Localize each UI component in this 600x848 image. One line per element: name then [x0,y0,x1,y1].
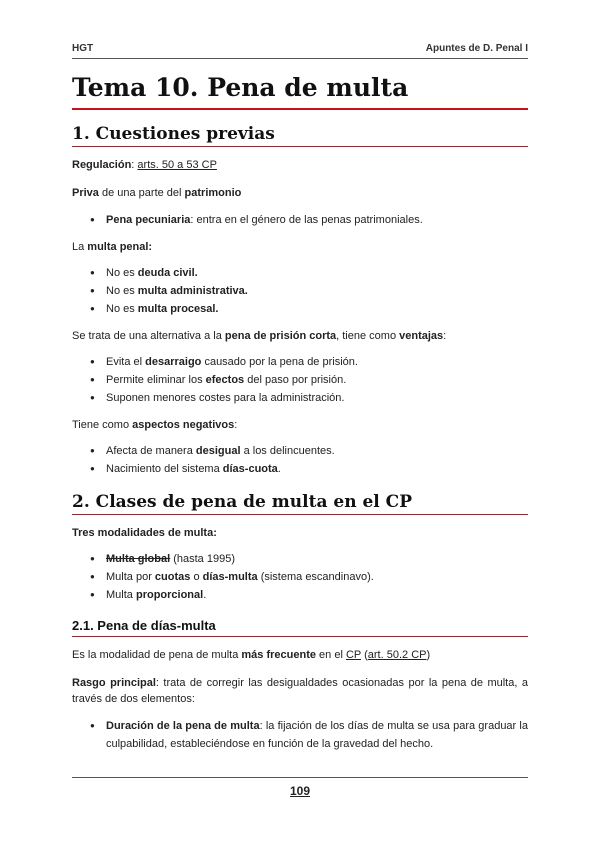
item-bold: multa administrativa. [137,285,248,297]
item-text: (sistema escandinavo). [257,571,374,583]
item-text: causado por la pena de prisión. [201,356,358,368]
item-text: Permite eliminar los [106,374,206,386]
page-header [72,34,528,59]
multa-bold: multa penal: [87,241,153,253]
rasgo-text: : trata de corregir las desigualdades ocasionadas por la pena de multa, a través de dos elementos: [72,677,528,705]
item-text: Afecta de manera [106,445,196,457]
multa-text: La [72,241,88,253]
item-bold: deuda civil. [137,267,198,279]
header-right: Apuntes de D. Penal I [425,43,528,54]
list-item [90,717,528,753]
alt-bold-1: pena de prisión corta [224,330,337,342]
page-number: 109 [289,784,311,798]
footer-divider [72,777,528,778]
pecuniaria-bold: Pena pecuniaria [106,214,191,226]
item-bold: desigual [195,445,241,457]
section-2-1-heading: 2.1. Pena de días-multa [72,616,528,637]
list-item [90,264,528,282]
item-bold: efectos [205,374,245,386]
list-item [90,389,528,407]
alt-text-1: Se trata de una alternativa a la [72,330,225,342]
patrimonio-bold: patrimonio [184,187,242,199]
pecuniaria-list [72,211,528,229]
ventajas-list [72,353,528,407]
list-item [90,550,528,568]
neg-text-2: : [234,419,238,431]
alternativa-paragraph [72,328,528,344]
p1-text-3: ( [361,649,368,661]
list-item [90,371,528,389]
item-bold: Duración de la pena de multa [106,720,260,732]
item-bold: días-multa [202,571,258,583]
item-text: a los delincuentes. [240,445,335,457]
regulacion-paragraph: Regulación: arts. 50 a 53 CP [72,159,217,171]
priva-paragraph [72,185,528,201]
modalidades-bold: Tres modalidades de multa: [72,527,217,539]
alt-text-2: , tiene como [336,330,400,342]
header-left: HGT [72,43,94,54]
item-bold: multa procesal. [137,303,219,315]
item-text: o [190,571,203,583]
list-item [90,586,528,604]
p1-text-4: ) [426,649,431,661]
item-text: No es [106,303,138,315]
p1-text-2: en el [315,649,346,661]
negativos-list [72,442,528,478]
item-bold: días-cuota [222,463,278,475]
item-bold: desarraigo [145,356,202,368]
no-es-list [72,264,528,318]
item-text: No es [106,285,138,297]
list-item [90,460,528,478]
list-item [90,442,528,460]
item-bold: proporcional [135,589,204,601]
regulacion-label: Regulación [72,159,132,171]
neg-text: Tiene como [72,419,133,431]
multa-penal-paragraph [72,239,528,255]
priva-bold: Priva [72,187,99,199]
page-content [72,70,528,753]
p1-text: Es la modalidad de pena de multa [72,649,242,661]
duracion-list [72,717,528,753]
priva-text: de una parte del [98,187,185,199]
negativos-paragraph [72,417,528,433]
list-item [90,211,528,229]
item-text: Suponen menores costes para la administración. [106,392,345,404]
list-item [90,282,528,300]
alt-text-3: : [443,330,447,342]
item-text: . [277,463,281,475]
p1-bold: más frecuente [241,649,316,661]
neg-bold: aspectos negativos [132,419,235,431]
pecuniaria-text: : entra en el género de las penas patrimoniales. [190,214,423,226]
section-2-heading: 2. Clases de pena de multa en el CP [72,490,528,515]
list-item [90,568,528,586]
list-item [90,353,528,371]
item-text: . [203,589,207,601]
modalidades-paragraph [72,525,528,541]
alt-bold-2: ventajas [399,330,444,342]
item-text: Evita el [106,356,146,368]
item-bold: cuotas [154,571,191,583]
section-1-heading: 1. Cuestiones previas [72,122,528,147]
modalidad-paragraph [72,647,528,663]
art-50-2-link[interactable]: art. 50.2 CP [367,649,427,661]
item-text: Multa por [106,571,155,583]
cp-link[interactable]: CP [345,649,362,661]
list-item [90,300,528,318]
regulacion-link[interactable]: arts. 50 a 53 CP [137,159,217,171]
item-text: No es [106,267,138,279]
item-text: (hasta 1995) [170,553,235,565]
page-title: Tema 10. Pena de multa [72,70,528,110]
strike-text: Multa global [106,553,171,565]
rasgo-bold: Rasgo principal [72,677,156,689]
item-text: Nacimiento del sistema [106,463,223,475]
item-text: Multa [106,589,136,601]
item-text: del paso por prisión. [244,374,347,386]
item-text: : la fijación de los días de multa se usa para graduar la culpabilidad, estableciéndose en función de la gravedad del hecho. [106,720,528,750]
rasgo-paragraph [72,675,528,707]
modalidades-list [72,550,528,604]
